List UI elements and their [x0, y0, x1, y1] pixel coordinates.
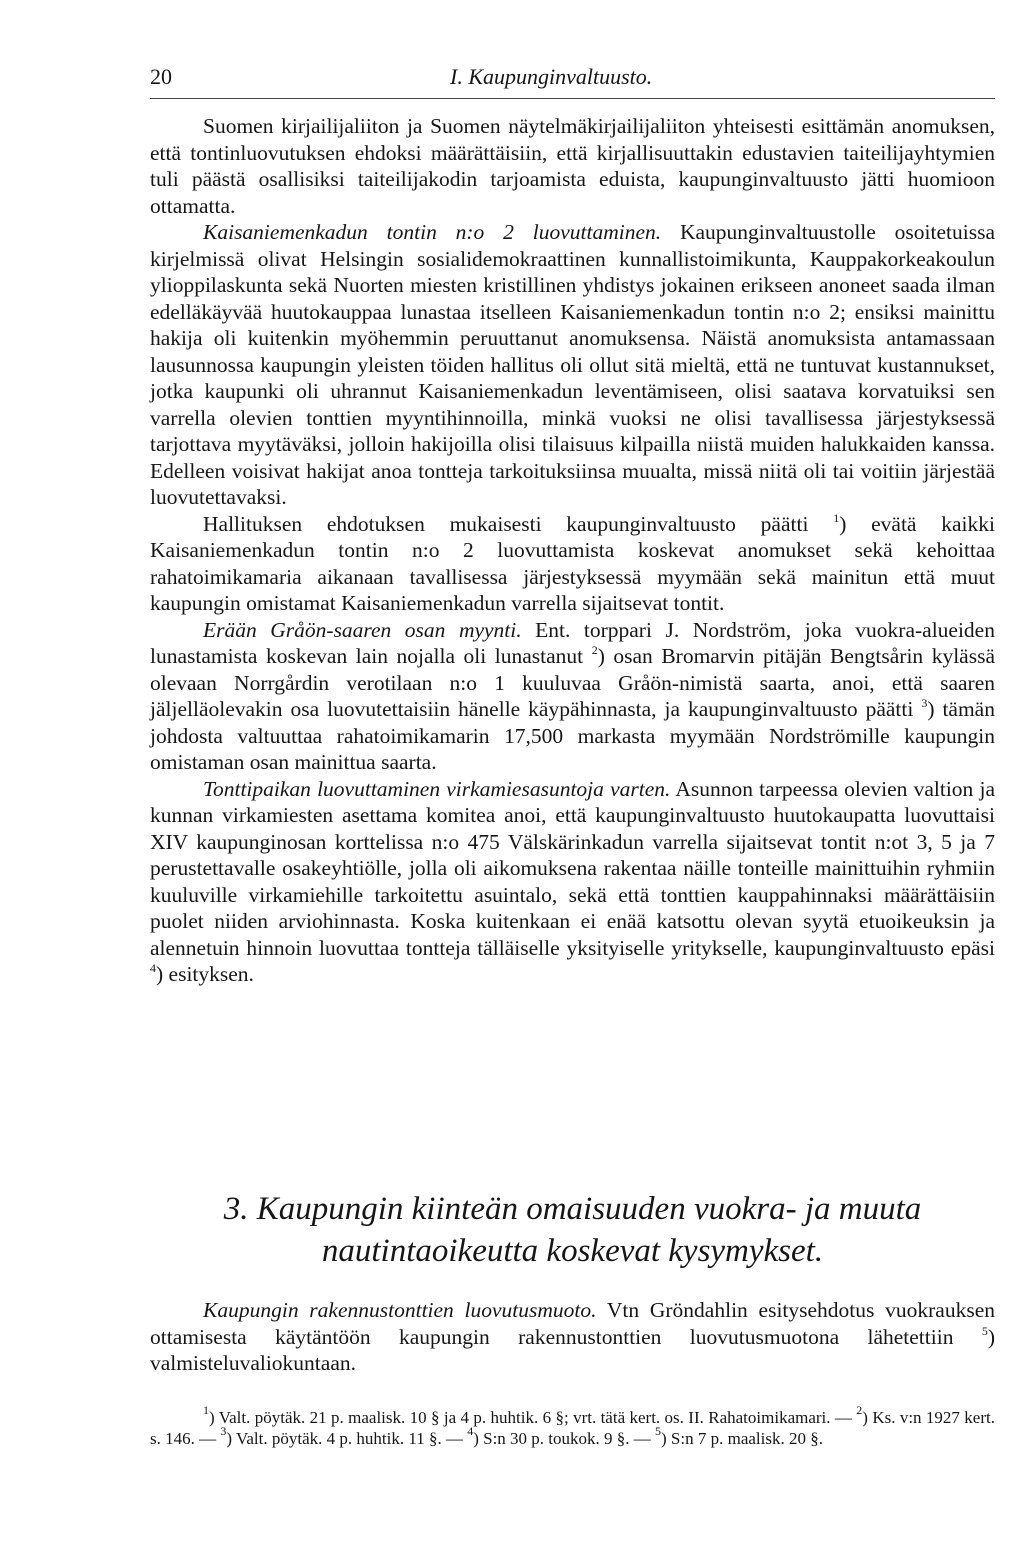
paragraph-lead: Tonttipaikan luovuttaminen virkamiesasuntoja varten.	[203, 776, 671, 801]
paragraph-text: Hallituksen ehdotuksen mukaisesti kaupunginvaltuusto päätti	[203, 511, 834, 536]
page-number: 20	[150, 64, 172, 89]
paragraph-text: ) evätä kaikki Kaisaniemenkadun tontin n:o 2 luovuttamista koskevat anomukset sekä kehoittaa rahatoimikamaria aikanaan tavallisessa järjestyksessä myymään sekä mainitun että muut kaupungin omistamat Kaisaniemenkadun varrella sijaitsevat tontit.	[150, 511, 995, 615]
paragraph-text: Ent. torppari J. Nordström, joka vuokra-alueiden lunastamista koskevan lain nojalla oli lunastanut	[150, 617, 995, 668]
footnote-ref: 2	[591, 643, 598, 657]
paragraph-text: Vtn Gröndahlin esitysehdotus vuokrauksen ottamisesta käytäntöön kaupungin rakennustonttien luovutusmuotona lähetettiin	[150, 1298, 995, 1349]
paragraph	[150, 219, 995, 511]
footnote-ref: 1	[833, 510, 840, 525]
footnote-mark: 5	[655, 1424, 662, 1438]
paragraph-text: ) osan Bromarvin pitäjän Bengtsårin kylässä olevaan Norrgårdin verotilaan n:o 1 kuuluvaa Gråön-nimistä saarta, anoi, että saaren jäljelläolevakin osa luovutettaisiin hänelle käypähinnasta, ja kaupunginvaltuusto päätti	[150, 644, 996, 721]
footnote-body: ) Valt. pöytäk. 21 p. maalisk. 10 § ja 4 p. huhtik. 6 §; vrt. tätä kert. os. II. Rahatoimikamari. —	[209, 1408, 857, 1427]
paragraph-text: ) esityksen.	[156, 962, 254, 986]
footnote-ref: 4	[150, 961, 156, 975]
footnote-body: ) Ks. v:n 1927 kert. s. 146. —	[150, 1408, 995, 1448]
running-title: I. Kaupunginvaltuusto.	[450, 64, 653, 89]
paragraph-text: Kaupunginvaltuustolle osoitetuissa kirjelmissä olivat Helsingin sosialidemokraattinen kunnallistoimikunta, Kauppakorkeakoulun ylioppilaskunta sekä Nuorten miesten kristillinen yhdistys jokainen erikseen anoneet saada ilman edelläkäyvää huutokauppaa lunastaa itselleen Kaisaniemenkadun tontin n:o 2; ensiksi mainittu hakija oli kuitenkin myöhemmin peruuttanut anomuksensa. Näistä anomuksista antamassaan lausunnossa kaupungin yleisten töiden hallitus oli ollut sitä mieltä, että ne tuntuvat kustannukset, jotka kaupunki oli uhrannut Kaisaniemenkadun leventämiseen, olisi saatava korvatuiksi sen varrella olevien tonttien myyntihinnoilla, minkä vuoksi ne olisi tavallisessa järjestyksessä tarjottava myytäväksi, jolloin hakijoilla olisi tilaisuus kilpailla niistä muiden halukkaiden kanssa. Edelleen voisivat hakijat anoa tontteja tarkoituksiinsa muualta, missä niitä oli tai voitiin järjestää luovutettavaksi.	[150, 220, 995, 509]
paragraph-text: ) valmisteluvaliokuntaan.	[150, 1324, 995, 1375]
footnote-mark: 2	[856, 1403, 863, 1417]
paragraph-text: ) tämän johdosta valtuuttaa rahatoimikamarin 17,500 markasta myymään Nordströmille kaupungin omistaman osan mainittua saarta.	[150, 697, 995, 774]
paragraph-lead: Erään Gråön-saaren osan myynti.	[203, 617, 522, 642]
paragraph	[150, 776, 995, 988]
footnote-mark: 1	[203, 1403, 209, 1417]
footnote-ref: 5	[981, 1323, 988, 1338]
paragraph-text: Suomen kirjailijaliiton ja Suomen näytelmäkirjailijaliiton yhteisesti esittämän anomuksen, että tontinluovutuksen ehdoksi määrättäisiin, että kirjallisuuttakin edustavien taiteilijayhtymien tuli päästä osallisiksi taiteilijakodin tarjoamista eduista, kaupunginvaltuusto jätti huomioon ottamatta.	[150, 114, 995, 218]
paragraph	[150, 511, 995, 617]
footnotes	[150, 1403, 995, 1449]
main-text	[150, 113, 995, 988]
paragraph	[150, 617, 995, 776]
footnote-body: ) S:n 30 p. toukok. 9 §. —	[473, 1429, 656, 1448]
paragraph	[150, 1297, 995, 1377]
paragraph-text: Asunnon tarpeessa olevien valtion ja kunnan virkamiesten asettama komitea anoi, että kaupunginvaltuusto huutokaupatta luovuttaisi XIV kaupunginosan korttelissa n:o 475 Välskärinkadun varrella sijaitsevat tontit n:ot 3, 5 ja 7 perustettavalle osakeyhtiölle, jolla oli aikomuksena rakentaa näille tonteille mainittuihin ryhmiin kuuluville virkamiehille tarkoitettu asuintalo, sekä että tonttien kauppahinnaksi määrättäisiin puolet niiden arviohinnasta. Koska kuitenkaan ei enää katsottu olevan syytä etuoikeuksin ja alennetuin hinnoin luovuttaa tontteja tälläiselle yksityiselle yritykselle, kaupunginvaltuusto epäsi	[150, 776, 995, 960]
section-title-line2: nautintaoikeutta koskevat kysymykset.	[321, 1233, 824, 1269]
footnote-body: ) S:n 7 p. maalisk. 20 §.	[661, 1429, 823, 1448]
footnote-mark: 4	[467, 1424, 474, 1438]
section-heading	[150, 1188, 995, 1272]
header-rule	[150, 98, 995, 99]
section-heading-line	[150, 1188, 995, 1230]
paragraph	[150, 113, 995, 219]
footnote-ref: 3	[921, 696, 928, 710]
section-number: 3.	[223, 1191, 249, 1227]
footnote-text	[150, 1403, 995, 1449]
paragraph-lead: Kaupungin rakennustonttien luovutusmuoto.	[203, 1298, 597, 1322]
paragraph-lead: Kaisaniemenkadun tontin n:o 2 luovuttaminen.	[203, 220, 662, 244]
section-title-line1: Kaupungin kiinteän omaisuuden vuokra- ja muuta	[256, 1191, 922, 1227]
page-header	[150, 64, 995, 100]
footnote-mark: 3	[220, 1424, 227, 1438]
footnote-body: ) Valt. pöytäk. 4 p. huhtik. 11 §. —	[226, 1429, 468, 1448]
section-text	[150, 1297, 995, 1377]
